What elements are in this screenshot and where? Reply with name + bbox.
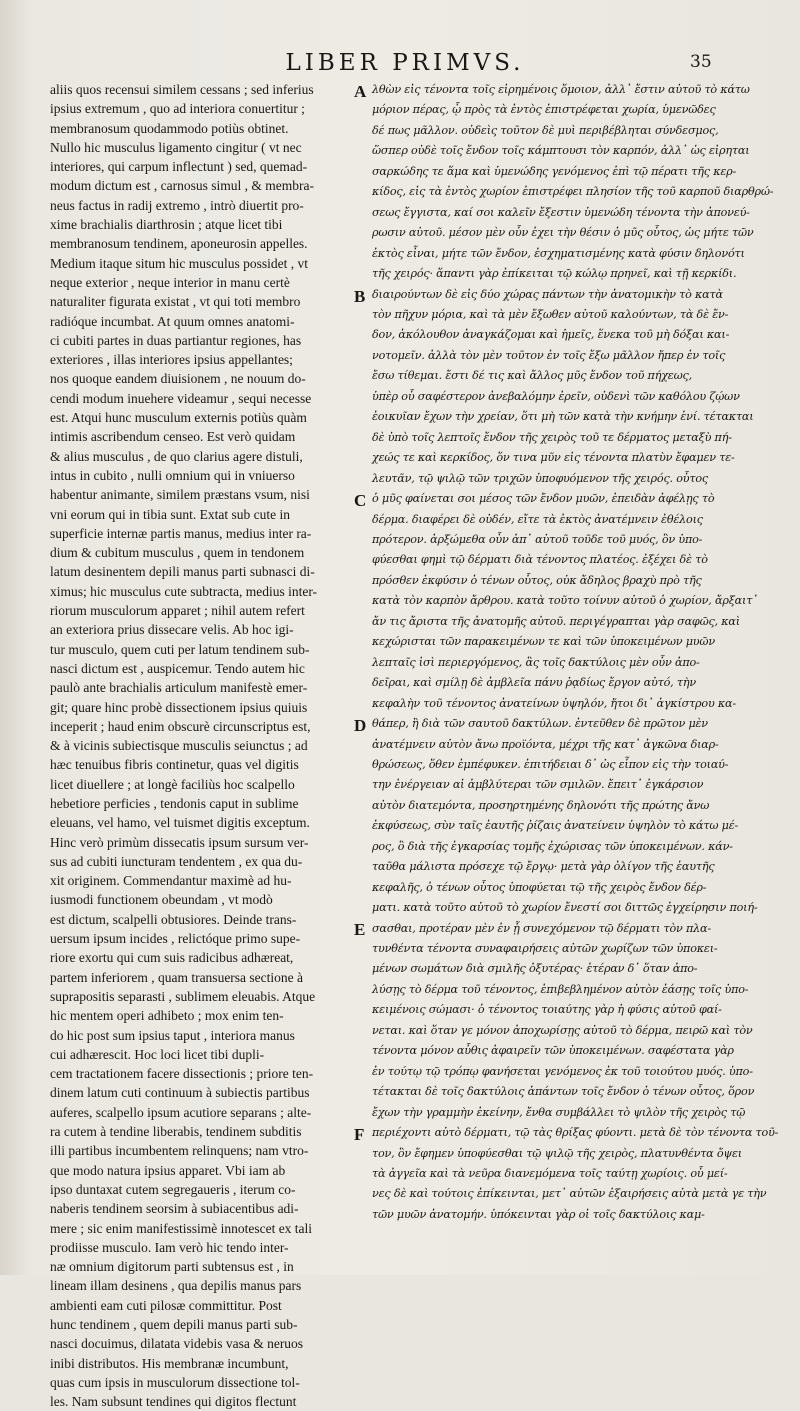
greek-line: νεται. καὶ ὅταν γε μόνον ἀποχωρίσῃς αὐτοῦ τὸ δέρμα, πειρῶ καὶ τὸν bbox=[372, 1023, 753, 1037]
greek-line: ἔσω τίθεμαι. ἔστι δέ τις καὶ ἄλλος μῦς ἔνδον τοῦ πήχεως, bbox=[372, 369, 692, 383]
greek-line: τον, ὃν ἔφημεν ὑποφύεσθαι τῷ ψιλῷ τῆς χειρὸς, πλατυνθέντα ὄψει bbox=[372, 1146, 742, 1160]
greek-line: λεπταῖς ἰσὶ περιεργόμενος, ἃς τοῖς δακτύλοις μὲν οὖν ἀπο- bbox=[372, 655, 700, 669]
latin-line: radióque incumbat. At quum omnes anatomi- bbox=[50, 313, 295, 329]
greek-line: τέτακται δὲ τοῖς δακτύλοις ἁπάντων τοῖς ἔνδον ὁ τένων οὗτος, ὅρον bbox=[372, 1085, 755, 1099]
latin-line: habentur animante, similem præstans vsum, nisi bbox=[50, 487, 310, 503]
margin-letter: F bbox=[354, 1124, 365, 1144]
greek-line: κεφαλὴν τοῦ τένοντος ἀνατείνων ὑψηλόν, ἤτοι δι᾽ ἀγκίστρου κα- bbox=[372, 696, 736, 710]
latin-line: eleuans, vel hamo, vel tuismet digitis exceptum. bbox=[50, 815, 310, 831]
greek-line: πρόσθεν ἐκφύσιν ὁ τένων οὗτος, οὐκ ἄδηλος βραχὺ πρὸ τῆς bbox=[372, 573, 702, 587]
greek-line: ἐοικυῖαν ἔχων τὴν χρείαν, ὅτι μὴ τῶν κατὰ τὴν κνήμην ἑνί. τέτακται bbox=[372, 410, 754, 424]
margin-letter: B bbox=[354, 286, 366, 306]
latin-line: lineam illam desinens , qua depilis manus pars bbox=[50, 1278, 302, 1294]
greek-line: ρος, ὃ διὰ τῆς ἐγκαρσίας τομῆς ἐχώρισας τῶν ὑποκειμένων. κάν- bbox=[372, 839, 733, 853]
latin-line: iusmodi functionem obeundam , vt modò bbox=[50, 892, 273, 908]
greek-line: την ἐνέργειαν αἱ ἀμβλύτεραι τῶν σμιλῶν. ἔπειτ᾽ ἐγκάρσιον bbox=[372, 778, 704, 792]
latin-line: inceperit ; haud enim obscurè circunscriptus est, bbox=[50, 718, 311, 734]
latin-line: ambienti eam cuti pilosæ committitur. Post bbox=[50, 1297, 282, 1313]
greek-line: τένοντα μόνον αὖθις ἀφαιρεῖν τῶν ὑποκειμένων. σαφέστατα γὰρ bbox=[372, 1044, 734, 1058]
latin-line: hebetiore perficies , tendonis caput in sublime bbox=[50, 795, 299, 811]
greek-line: ματι. κατὰ τοῦτο αὐτοῦ τὸ χωρίον ἔνεστί σοι διττῶς ἐγχείρησιν ποιή- bbox=[372, 901, 758, 915]
latin-line: naturaliter figurata existat , vt qui toti membro bbox=[50, 294, 301, 310]
greek-line: δέ πως μᾶλλον. οὐδεὶς τοῦτον δὲ μυὶ περιβέβληται σύνδεσμος, bbox=[372, 123, 719, 137]
latin-line: prodiisse musculo. Iam verò hic tendo inter- bbox=[50, 1239, 289, 1255]
latin-line: hunc tendinem , quem depili manus parti sub- bbox=[50, 1317, 298, 1332]
latin-line: Medium itaque situm hic musculus possidet , vt bbox=[50, 255, 308, 271]
page-number: 35 bbox=[690, 52, 712, 72]
latin-line: mere ; sic enim manifestissimè innotescet ex tali bbox=[50, 1220, 313, 1236]
latin-line: suprapositis separasti , sublimem eleuabis. Atque bbox=[50, 988, 316, 1004]
latin-line: les. Nam subsunt tendines qui digitos flectunt bbox=[50, 1394, 297, 1410]
margin-letter: E bbox=[354, 920, 366, 940]
latin-line: neque exterior , neque interior in manu certè bbox=[50, 274, 290, 290]
greek-line: αὐτὸν διατεμόντα, προσηρτημένης δηλονότι τῆς πρώτης ἄνω bbox=[372, 798, 710, 812]
latin-line: illi partibus incumbentem relinquens; nam vtro- bbox=[50, 1143, 309, 1159]
latin-line: exteriores , illas interiores ipsius appellantes; bbox=[50, 352, 293, 368]
latin-line: hæc tenuibus fibris continetur, quas vel digitis bbox=[50, 757, 299, 773]
greek-line: σεως ἔγγιστα, καί σοι καλεῖν ἔξεστιν ὑμενώδη τένοντα τὴν ἀπονεύ- bbox=[372, 205, 750, 219]
latin-line: ipso duntaxat cutem segregaueris , iterum co- bbox=[50, 1181, 296, 1197]
greek-line: ὑπὲρ οὗ σαφέστερον ἀνεβαλόμην ἐρεῖν, οὐδενὶ τῶν καθόλου ζῴων bbox=[372, 389, 740, 403]
greek-line: λύσῃς τὸ δέρμα τοῦ τένοντος, ἐπιβεβλημένον αὐτὸν ἐάσῃς τοῖς ὑπο- bbox=[372, 982, 749, 996]
greek-line: θάπερ, ἢ διὰ τῶν σαυτοῦ δακτύλων. ἐντεῦθεν δὲ πρῶτον μὲν bbox=[372, 717, 708, 731]
latin-line: naberis tendinem seorsim à subiacentibus adi- bbox=[50, 1201, 299, 1217]
latin-line: ipsius extremum , quo ad interiora conuertitur ; bbox=[50, 101, 305, 117]
greek-column bbox=[372, 80, 779, 1225]
greek-line: δον, ἀκόλουθον ἀναγκάζομαι καὶ ἡμεῖς, ἕνεκα τοῦ μὴ δόξαι και- bbox=[372, 328, 730, 342]
greek-line: σαρκώδης τε ἅμα καὶ ὑμενώδης γενόμενος ἐπὶ τῷ πέρατι τῆς κερ- bbox=[372, 164, 737, 178]
latin-line: næ omnium digitorum parti subtensus est , in bbox=[50, 1259, 294, 1275]
greek-line: ὥσπερ οὐδὲ τοῖς ἔνδον τοῖς κάμπτουσι τὸν καρπόν, ἀλλ᾽ ὡς εἰρηται bbox=[372, 144, 750, 158]
latin-line: ci cubiti partes in duas partiantur regiones, has bbox=[50, 332, 302, 348]
latin-line: riore exortu qui cum suis radicibus adhæreat, bbox=[50, 950, 294, 966]
latin-line: auferes, scalpello ipsum acutiore separans ; alte- bbox=[50, 1104, 312, 1120]
greek-line: νοτομεῖν. ἀλλὰ τὸν μὲν τοῦτον ἐν τοῖς ἔξω μᾶλλον ἤπερ ἐν τοῖς bbox=[372, 348, 726, 362]
greek-line: δὲ ὑπὸ τοῖς λεπτοῖς ἔνδον τῆς χειρὸς τοῦ τε δέρματος μεταξὺ πή- bbox=[372, 430, 732, 444]
greek-line: λευτᾶν, τῷ ψιλῷ τῶν τριχῶν ὑποφυόμενον τῆς χειρός. οὗτος bbox=[372, 471, 708, 485]
greek-line: κεφαλῆς, ὁ τένων οὗτος ὑποφύεται τῷ τῆς χειρὸς ἔνδον δέρ- bbox=[372, 880, 707, 894]
latin-line: est. Atqui hunc musculum externis potiùs quàm bbox=[50, 410, 307, 426]
greek-line: τὰ ἀγγεῖα καὶ τὰ νεῦρα διανεμόμενα τοῖς ταύτῃ χωρίοις. οὗ μεί- bbox=[372, 1167, 728, 1181]
greek-line: τυνθέντα τένοντα συναφαιρήσεις αὐτῶν χωρίζων τῶν ὑποκει- bbox=[372, 942, 718, 956]
latin-line: xime brachialis diarthrosin ; atque licet tibi bbox=[50, 217, 283, 233]
greek-line: ταῦθα μάλιστα πρόσεχε τῷ ἔργῳ· μετὰ γὰρ ὀλίγον τῆς ἑαυτῆς bbox=[372, 860, 715, 874]
greek-line: διαιρούντων δὲ εἰς δύο χώρας πάντων τὴν ἀνατομικὴν τὸ κατὰ bbox=[372, 287, 723, 301]
latin-line: uersum ipsum incides , relictóque primo supe- bbox=[50, 931, 301, 947]
latin-line: nasci docuimus, dilatata videbis vasa & neruos bbox=[50, 1336, 304, 1352]
latin-line: dium & cubitum musculus , quem in tendonem bbox=[50, 545, 305, 561]
greek-line: τῆς χειρός· ἅπαντι γὰρ ἐπίκειται τῷ κώλῳ πρηνεῖ, καὶ τῇ κερκίδι. bbox=[372, 267, 737, 281]
greek-line: ὁ μῦς φαίνεται σοι μέσος τῶν ἔνδον μυῶν, ἐπειδὰν ἀφέλῃς τὸ bbox=[372, 492, 715, 506]
greek-line: φύεσθαι φημὶ τῷ δέρματι διὰ τένοντος πλατέος. ἐξέχει δὲ τὸ bbox=[372, 553, 708, 567]
margin-letter: D bbox=[354, 715, 367, 735]
latin-line: xit originem. Commendantur maximè ad hu- bbox=[50, 873, 292, 889]
greek-line: μόριον πέρας, ᾧ πρὸς τὰ ἐντὸς ἐπιστρέφεται χωρία, ὑμενῶδες bbox=[372, 103, 716, 117]
margin-letter: A bbox=[354, 82, 367, 101]
latin-line: superficie internæ partis manus, medius inter ra- bbox=[50, 525, 312, 541]
greek-line: πρότερον. ἀρξώμεθα οὖν ἀπ᾽ αὐτοῦ τοῦδε τοῦ μυός, ὃν ὑπο- bbox=[372, 532, 703, 546]
latin-line: nos quoque eandem diuisionem , ne nouum do- bbox=[50, 371, 306, 387]
greek-line: δεῖραι, καὶ σμίλῃ δὲ ἀμβλεῖα πάνυ ῥᾳδίως ἔργον αὐτό, τὴν bbox=[372, 676, 696, 690]
greek-line: μένων σωμάτων διὰ σμιλῆς ὀξυτέρας· ἑτέραν δ᾽ ὅταν ἀπο- bbox=[372, 962, 698, 976]
latin-line: & alius musculus , de quo clarius agere distuli, bbox=[50, 448, 303, 464]
latin-line: paulò ante brachialis articulum manifestè emer- bbox=[50, 680, 308, 696]
latin-line: latum desinentem depili manus parti subnasci di- bbox=[50, 564, 315, 580]
latin-line: est dictum, scalpelli obtusiores. Deinde trans- bbox=[50, 911, 297, 927]
greek-line: ρωσιν αὐτοῦ. μέσον μὲν οὖν ἐχει τὴν θέσιν ὁ μῦς οὗτος, ὡς μήτε τῶν bbox=[372, 226, 754, 240]
latin-line: aliis quos recensui similem cessans ; sed inferius bbox=[50, 82, 314, 97]
latin-column bbox=[50, 80, 354, 1411]
latin-line: git; quare hinc probè dissectionem ipsius quiuis bbox=[50, 699, 308, 715]
latin-line: modum dictum est , carnosus simul , & membra- bbox=[50, 178, 314, 194]
margin-letter: C bbox=[354, 491, 367, 510]
latin-line: ximus; hic musculus cute subtracta, medius inter- bbox=[50, 583, 318, 599]
latin-line: cendi modum inuehere videamur , sequi necesse bbox=[50, 390, 312, 406]
greek-line: σασθαι, προτέραν μὲν ἐν ᾗ συνεχόμενον τῷ δέρματι τὸν πλα- bbox=[372, 921, 711, 935]
greek-line: ἀνατέμνειν αὐτὸν ἄνω προϊόντα, μέχρι τῆς κατ᾽ ἀγκῶνα διαρ- bbox=[372, 737, 719, 751]
greek-line: λθὼν εἰς τένοντα τοῖς εἰρημένοις ὅμοιον, ἀλλ᾽ ἔστιν αὐτοῦ τὸ κάτω bbox=[372, 83, 750, 96]
greek-line: νες δὲ καὶ τούτοις ἐπίκεινται, μετ᾽ αὐτῶν ἐξαιρήσεις αὐτὰ μετὰ γε τὴν bbox=[372, 1187, 767, 1201]
greek-line: ἔχων τὴν γραμμὴν ἐκείνην, ἔνθα συμβάλλει τὸ ψιλὸν τῆς χειρὸς τῷ bbox=[372, 1105, 746, 1119]
greek-line: ἄν τις ἄριστα τῆς ἀνατομῆς αὐτοῦ. περιγέγραπται γὰρ σαφῶς, καὶ bbox=[372, 614, 740, 628]
latin-line: cui adhærescit. Hoc loci licet tibi dupli- bbox=[50, 1046, 265, 1062]
greek-line: κειμένοις σώμασι· ὁ τένοντος τοιαύτης γὰρ ἡ φύσις αὐτοῦ φαί- bbox=[372, 1003, 722, 1017]
latin-line: Hinc verò primùm dissecatis ipsum sursum ver- bbox=[50, 834, 309, 850]
latin-line: interiores, qui carpum inflectunt ) sed, quemad- bbox=[50, 159, 308, 175]
latin-line: do hic post sum ipsius taput , interiora manus bbox=[50, 1027, 295, 1043]
latin-line: intus in cubito , nulli omnium qui in vniuerso bbox=[50, 467, 295, 483]
greek-line: ἐν τούτῳ τῷ τρόπῳ φανήσεται γενόμενος ἐκ τοῦ τοιούτου μυός. ὑπο- bbox=[372, 1064, 753, 1078]
greek-line: κίδος, εἰς τὰ ἐντὸς χωρίον ἐπιστρέφει πλησίον τῆς τοῦ καρποῦ διαρθρώ- bbox=[372, 185, 774, 199]
latin-line: membranosum quodammodo potiùs obtinet. bbox=[50, 120, 289, 136]
latin-line: & à vicinis subiectisque musculis seiunctus ; ad bbox=[50, 738, 308, 754]
greek-line: τὸν πῆχυν μόρια, καὶ τὰ μὲν ἔξωθεν αὐτοῦ καλούντων, τὰ δὲ ἔν- bbox=[372, 307, 729, 321]
latin-line: licet diuellere ; at longè faciliùs hoc scalpello bbox=[50, 776, 295, 792]
latin-line: an exteriora prius dissecare velis. Ab hoc igi- bbox=[50, 622, 294, 638]
latin-line: tur musculo, quem cuti per latum tendinem sub- bbox=[50, 641, 310, 657]
latin-line: inibi distributos. His membranæ incumbunt, bbox=[50, 1355, 289, 1371]
latin-line: que modo natura ipsius apparet. Vbi iam ab bbox=[50, 1162, 286, 1178]
latin-line: ra cutem à tendine liberabis, tendinem subditis bbox=[50, 1124, 302, 1140]
greek-line: ἐκφύσεως, σὺν ταῖς ἑαυτῆς ῥίζαις ἀνατείνειν ὑψηλὸν τὸ κάτω μέ- bbox=[372, 819, 739, 833]
latin-line: neus factus in radij extremo , intrò diuertit pro- bbox=[50, 197, 304, 213]
latin-line: quas cum ipsis in musculorum dissectione tol- bbox=[50, 1374, 300, 1390]
latin-line: riorum musculorum apparet ; nihil autem refert bbox=[50, 603, 305, 619]
greek-line: κατὰ τὸν καρπὸν ἄρθρου. κατὰ τοῦτο τοίνυν αὐτοῦ ὁ χωρίον, ἄρξαιτ᾽ bbox=[372, 594, 758, 608]
latin-line: Nullo hic musculus ligamento cingitur ( vt nec bbox=[50, 139, 302, 155]
latin-line: dinem latum cuti continuum à subiectis partibus bbox=[50, 1085, 310, 1101]
greek-line: ἐκτὸς εἶναι, μήτε τῶν ἔνδον, ἐσχηματισμένης κατὰ φύσιν δηλονότι bbox=[372, 246, 745, 260]
latin-line: membranosum tendinem, aponeurosin appelles. bbox=[50, 236, 308, 252]
greek-line: χεώς τε καὶ κερκίδος, ὅν τινα μῦν εἰς τένοντα πλατὺν ἔφαμεν τε- bbox=[372, 451, 735, 465]
greek-line: δέρμα. διαφέρει δὲ οὐδέν, εἴτε τὰ ἐκτὸς ἀνατέμνειν ἐθέλοις bbox=[372, 512, 703, 526]
latin-line: intimis ascribendum censeo. Est verò quidam bbox=[50, 429, 296, 445]
latin-line: vni eorum qui in tibia sunt. Extat sub cute in bbox=[50, 506, 290, 522]
greek-line: θρώσεως, ὅθεν ἐμπέφυκεν. ἐπιτήδειαι δ᾽ ὡς εἶπον εἰς τὴν τοιαύ- bbox=[372, 757, 729, 771]
greek-line: περιέχοντι αὐτὸ δέρματι, τῷ τὰς θρίξας φύοντι. μετὰ δὲ τὸν τένοντα τοῦ- bbox=[372, 1126, 779, 1140]
latin-line: hic mentem operi adhibeto ; mox enim ten- bbox=[50, 1008, 284, 1024]
latin-line: nasci dictum est , auspicemur. Tendo autem hic bbox=[50, 660, 305, 676]
greek-line: κεχώρισται τῶν παρακειμένων τε καὶ τῶν ὑποκειμένων μυῶν bbox=[372, 635, 715, 649]
latin-line: partem inferiorem , quam transuersa sectione à bbox=[50, 969, 304, 985]
latin-line: sus ad cubiti iuncturam tendentem , ex qua du- bbox=[50, 853, 303, 869]
greek-line: τῶν μυῶν ἀνατομήν. ὑπόκεινται γὰρ οἱ τοῖς δακτύλοις καμ- bbox=[372, 1207, 705, 1221]
latin-line: cem tractationem facere dissectionis ; priore ten- bbox=[50, 1066, 314, 1082]
running-head: LIBER PRIMVS. bbox=[285, 50, 525, 76]
